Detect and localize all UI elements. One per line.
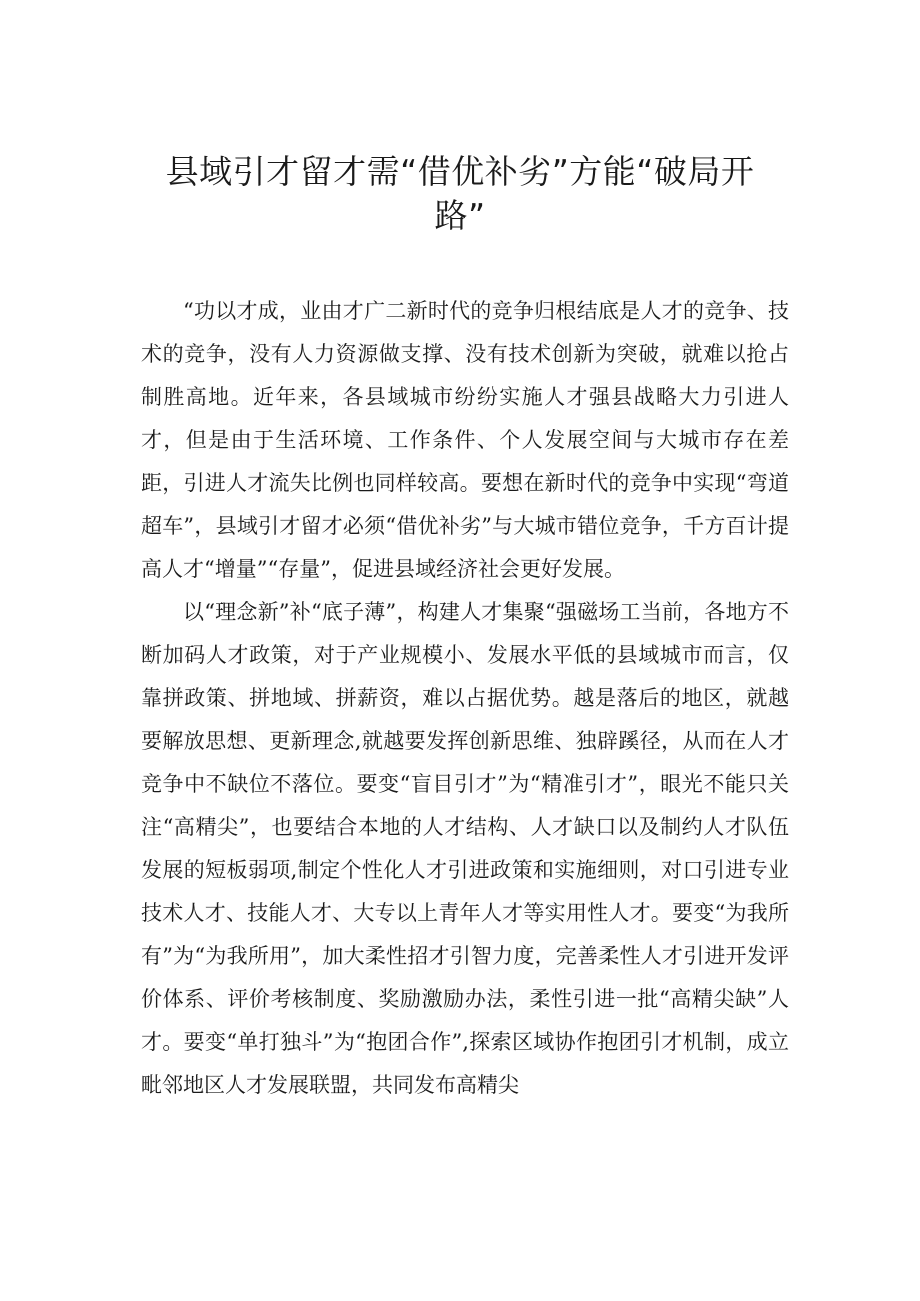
article-body — [141, 290, 789, 1107]
paragraph-1: “功以才成，业由才广二新时代的竞争归根结底是人才的竞争、技术的竞争，没有人力资源做支撑、没有技术创新为突破，就难以抢占制胜高地。近年来，各县域城市纷纷实施人才强县战略大力引进人才，但是由于生活环境、工作条件、个人发展空间与大城市存在差距，引进人才流失比例也同样较高。要想在新时代的竞争中实现“弯道超车”，县域引才留才必须“借优补劣”与大城市错位竞争，千方百计提高人才“增量”“存量”，促进县域经济社会更好发展。 — [141, 299, 789, 581]
page-title: 县域引才留才需“借优补劣”方能“破局开路” — [165, 152, 755, 235]
paragraph-2: 以“理念新”补“底子薄”，构建人才集聚“强磁场工当前，各地方不断加码人才政策，对于产业规模小、发展水平低的县域城市而言，仅靠拼政策、拼地域、拼薪资，难以占据优势。越是落后的地区，就越要解放思想、更新理念,就越要发挥创新思维、独辟蹊径，从而在人才竞争中不缺位不落位。要变“盲目引才”为“精准引才”，眼光不能只关注“高精尖”，也要结合本地的人才结构、人才缺口以及制约人才队伍发展的短板弱项,制定个性化人才引进政策和实施细则，对口引进专业技术人才、技能人才、大专以上青年人才等实用性人才。要变“为我所有”为“为我所用”，加大柔性招才引智力度，完善柔性人才引进开发评价体系、评价考核制度、奖励激励办法，柔性引进一批“高精尖缺”人才。要变“单打独斗”为“抱团合作”,探索区域协作抱团引才机制，成立毗邻地区人才发展联盟，共同发布高精尖 — [141, 600, 789, 1097]
